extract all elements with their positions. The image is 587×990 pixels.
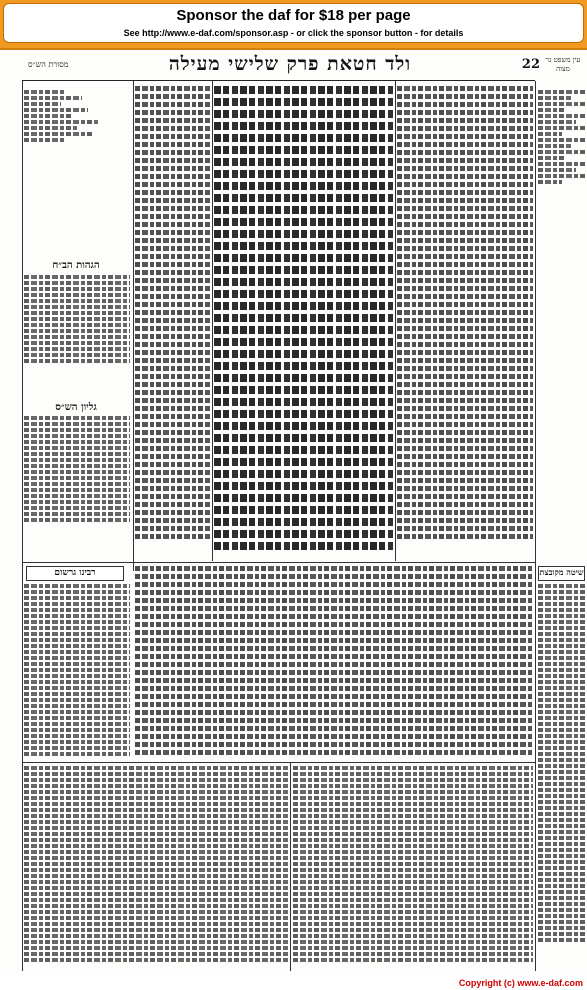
shita-mekubetzet-label: שיטה מקובצת [538, 566, 585, 581]
hagahot-heading: הגהות הב״ח [52, 260, 100, 271]
tosafot-commentary [135, 86, 210, 556]
rashi-column-rule [395, 81, 396, 561]
chapter-title: ולד חטאת פרק שלישי מעילה [168, 53, 412, 75]
right-border [535, 81, 536, 971]
gemara-text [214, 86, 393, 556]
sponsor-link-text[interactable]: See http://www.e-daf.com/sponsor.asp - or click the sponsor button - for details [123, 28, 464, 38]
bottom-right-commentary [293, 766, 533, 969]
gemara-left-rule [212, 81, 213, 561]
tosafot-column-rule [133, 81, 134, 571]
talmud-page [0, 50, 587, 975]
rabbeinu-gershom-label: רבינו גרשום [26, 566, 124, 581]
page-number: 22 [521, 57, 540, 72]
rabbeinu-gershom-text [24, 584, 130, 759]
bottom-column-rule [290, 762, 291, 971]
left-border [22, 81, 23, 971]
gilyon-heading: גליון הש״ס [55, 402, 97, 413]
left-margin-header: מסורת הש״ס [28, 60, 69, 69]
right-margin-header: עין משפט נר מצוה [545, 56, 581, 73]
hagahot-notes [24, 275, 130, 395]
left-margin-notes-top [24, 90, 130, 250]
sponsor-title: Sponsor the daf for $18 per page [176, 7, 411, 24]
ein-mishpat-notes [538, 90, 585, 560]
sponsor-banner-box[interactable] [3, 3, 584, 43]
header-rule [22, 80, 535, 81]
lower-commentary-text [135, 566, 533, 759]
copyright-link[interactable]: Copyright (c) www.e-daf.com [458, 978, 583, 988]
gilyon-notes [24, 416, 130, 556]
bottom-left-commentary [24, 766, 288, 969]
lower-section-rule [22, 562, 535, 563]
rashi-commentary [397, 86, 533, 556]
bottom-section-rule [22, 762, 535, 763]
sponsor-banner[interactable] [0, 0, 587, 50]
shita-mekubetzet-text [538, 584, 585, 969]
